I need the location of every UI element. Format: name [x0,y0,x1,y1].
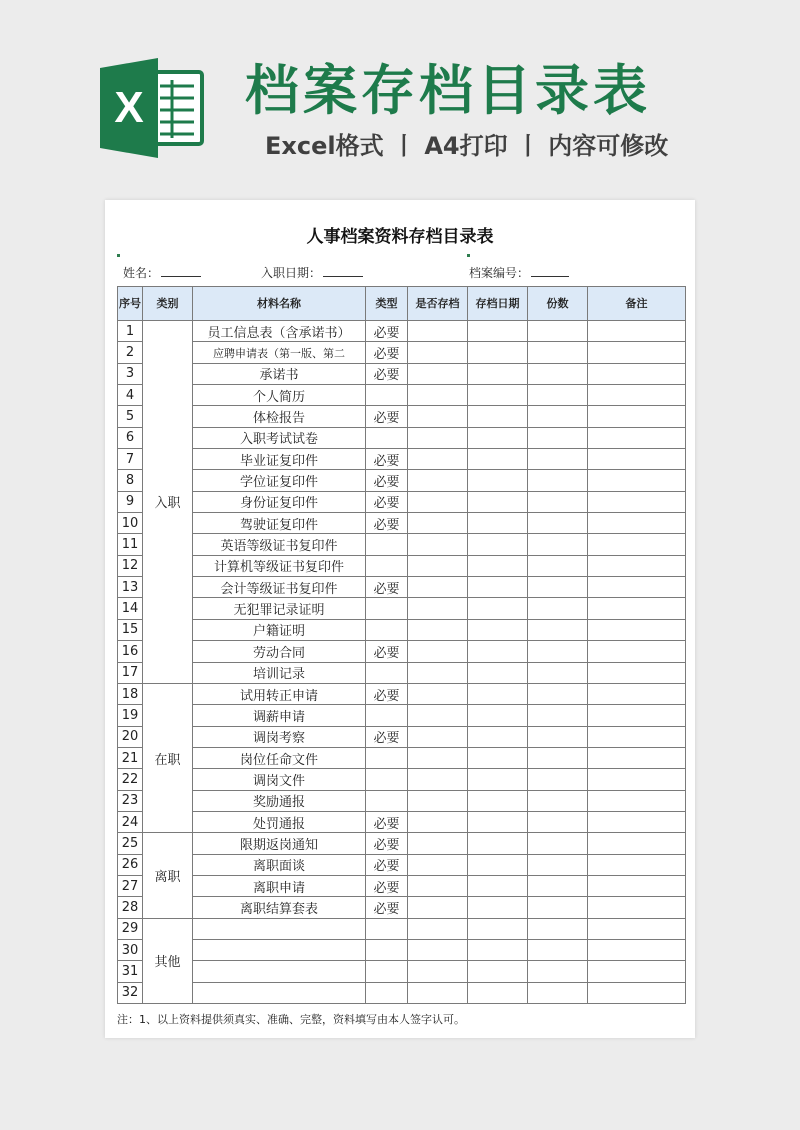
row-number: 20 [118,726,143,747]
name-field[interactable] [123,264,201,281]
material-name-cell[interactable]: 身份证复印件 [193,491,366,512]
archive-date-cell[interactable] [468,982,528,1003]
banner-title: 档案存档目录表 [245,59,651,122]
row-number: 16 [118,641,143,662]
row-number: 31 [118,961,143,982]
type-cell[interactable] [366,939,408,960]
table-row [118,555,686,576]
archived-cell[interactable] [408,662,468,683]
table-row [118,449,686,470]
material-name-cell[interactable]: 个人简历 [193,385,366,406]
type-cell[interactable] [366,598,408,619]
row-number: 29 [118,918,143,939]
archive-date-cell[interactable] [468,854,528,875]
material-name-cell[interactable]: 培训记录 [193,662,366,683]
remarks-cell[interactable] [588,811,686,832]
material-name-cell[interactable]: 毕业证复印件 [193,449,366,470]
material-name-cell[interactable]: 调薪申请 [193,705,366,726]
row-number: 4 [118,385,143,406]
type-cell[interactable] [366,982,408,1003]
table-row [118,406,686,427]
row-number: 2 [118,342,143,363]
header-archive-date: 存档日期 [468,287,528,321]
archive-date-cell[interactable] [468,427,528,448]
archive-date-cell[interactable] [468,875,528,896]
cell-marker [467,254,470,257]
material-name-cell[interactable]: 会计等级证书复印件 [193,577,366,598]
archive-date-cell[interactable] [468,321,528,342]
type-cell[interactable]: 必要 [366,641,408,662]
material-name-cell[interactable]: 户籍证明 [193,619,366,640]
table-row [118,577,686,598]
material-name-cell[interactable]: 劳动合同 [193,641,366,662]
row-number: 7 [118,449,143,470]
type-cell[interactable] [366,619,408,640]
table-row [118,961,686,982]
archive-date-cell[interactable] [468,939,528,960]
row-number: 1 [118,321,143,342]
row-number: 12 [118,555,143,576]
remarks-cell[interactable] [588,875,686,896]
row-number: 9 [118,491,143,512]
copies-cell[interactable] [528,790,588,811]
archive-date-cell[interactable] [468,363,528,384]
type-cell[interactable] [366,427,408,448]
table-row [118,683,686,704]
remarks-cell[interactable] [588,321,686,342]
copies-cell[interactable] [528,662,588,683]
archive-date-cell[interactable] [468,897,528,918]
copies-cell[interactable] [528,747,588,768]
type-cell[interactable]: 必要 [366,726,408,747]
material-name-cell[interactable]: 学位证复印件 [193,470,366,491]
type-cell[interactable]: 必要 [366,854,408,875]
cell-marker [117,254,120,257]
copies-cell[interactable] [528,833,588,854]
material-name-cell[interactable]: 无犯罪记录证明 [193,598,366,619]
remarks-cell[interactable] [588,641,686,662]
copies-cell[interactable] [528,854,588,875]
copies-cell[interactable] [528,577,588,598]
archived-cell[interactable] [408,982,468,1003]
archived-cell[interactable] [408,833,468,854]
copies-cell[interactable] [528,363,588,384]
copies-cell[interactable] [528,918,588,939]
copies-cell[interactable] [528,321,588,342]
archived-cell[interactable] [408,939,468,960]
copies-cell[interactable] [528,385,588,406]
category-cell: 其他 [143,918,193,1003]
category-cell: 在职 [143,683,193,832]
remarks-cell[interactable] [588,534,686,555]
type-cell[interactable]: 必要 [366,491,408,512]
archive-date-cell[interactable] [468,406,528,427]
row-number: 25 [118,833,143,854]
copies-cell[interactable] [528,961,588,982]
type-cell[interactable]: 必要 [366,406,408,427]
type-cell[interactable]: 必要 [366,449,408,470]
copies-cell[interactable] [528,342,588,363]
archived-cell[interactable] [408,726,468,747]
row-number: 14 [118,598,143,619]
remarks-cell[interactable] [588,363,686,384]
remarks-cell[interactable] [588,897,686,918]
archived-cell[interactable] [408,598,468,619]
row-number: 23 [118,790,143,811]
archived-cell[interactable] [408,449,468,470]
sheet-title: 人事档案资料存档目录表 [306,227,494,247]
remarks-cell[interactable] [588,598,686,619]
sheet-paper [105,200,695,1038]
remarks-cell[interactable] [588,726,686,747]
type-cell[interactable]: 必要 [366,833,408,854]
material-name-cell[interactable]: 英语等级证书复印件 [193,534,366,555]
category-cell: 入职 [143,321,193,684]
remarks-cell[interactable] [588,918,686,939]
row-number: 22 [118,769,143,790]
header-copies: 份数 [528,287,588,321]
copies-cell[interactable] [528,726,588,747]
remarks-cell[interactable] [588,790,686,811]
row-number: 24 [118,811,143,832]
archived-cell[interactable] [408,363,468,384]
type-cell[interactable] [366,555,408,576]
table-row [118,790,686,811]
type-cell[interactable]: 必要 [366,875,408,896]
copies-cell[interactable] [528,513,588,534]
remarks-cell[interactable] [588,385,686,406]
table-body [118,321,686,1004]
remarks-cell[interactable] [588,342,686,363]
copies-cell[interactable] [528,470,588,491]
table-row [118,321,686,342]
archive-date-cell[interactable] [468,961,528,982]
copies-cell[interactable] [528,491,588,512]
table-row [118,363,686,384]
material-name-cell[interactable]: 调岗文件 [193,769,366,790]
archived-cell[interactable] [408,854,468,875]
archive-date-cell[interactable] [468,790,528,811]
table-header-row [118,287,686,321]
table-row [118,641,686,662]
material-name-cell[interactable]: 入职考试试卷 [193,427,366,448]
copies-cell[interactable] [528,641,588,662]
archive-date-cell[interactable] [468,833,528,854]
header-archived: 是否存档 [408,287,468,321]
remarks-cell[interactable] [588,769,686,790]
material-name-cell[interactable] [193,939,366,960]
name-label: 姓名： [123,266,160,280]
remarks-cell[interactable] [588,449,686,470]
archived-cell[interactable] [408,790,468,811]
copies-cell[interactable] [528,769,588,790]
material-name-cell[interactable]: 承诺书 [193,363,366,384]
type-cell[interactable]: 必要 [366,811,408,832]
material-name-cell[interactable] [193,982,366,1003]
archived-cell[interactable] [408,491,468,512]
archive-date-cell[interactable] [468,641,528,662]
material-name-cell[interactable]: 试用转正申请 [193,683,366,704]
archive-date-cell[interactable] [468,619,528,640]
table-row [118,705,686,726]
type-cell[interactable] [366,705,408,726]
remarks-cell[interactable] [588,513,686,534]
table-row [118,726,686,747]
archive-date-cell[interactable] [468,534,528,555]
row-number: 28 [118,897,143,918]
table-row [118,747,686,768]
entry-date-field[interactable] [261,264,363,281]
table-row [118,982,686,1003]
remarks-cell[interactable] [588,939,686,960]
remarks-cell[interactable] [588,982,686,1003]
type-cell[interactable]: 必要 [366,363,408,384]
material-name-cell[interactable]: 离职面谈 [193,854,366,875]
copies-cell[interactable] [528,939,588,960]
archived-cell[interactable] [408,321,468,342]
archive-date-cell[interactable] [468,385,528,406]
row-number: 3 [118,363,143,384]
archive-date-cell[interactable] [468,513,528,534]
table-row [118,811,686,832]
remarks-cell[interactable] [588,833,686,854]
table-row [118,534,686,555]
material-name-cell[interactable] [193,918,366,939]
type-cell[interactable]: 必要 [366,897,408,918]
type-cell[interactable] [366,918,408,939]
type-cell[interactable]: 必要 [366,577,408,598]
row-number: 18 [118,683,143,704]
row-number: 17 [118,662,143,683]
header-remarks: 备注 [588,287,686,321]
copies-cell[interactable] [528,598,588,619]
row-number: 26 [118,854,143,875]
row-number: 8 [118,470,143,491]
remarks-cell[interactable] [588,662,686,683]
remarks-cell[interactable] [588,747,686,768]
row-number: 27 [118,875,143,896]
archive-date-cell[interactable] [468,811,528,832]
material-name-cell[interactable]: 奖励通报 [193,790,366,811]
copies-cell[interactable] [528,427,588,448]
copies-cell[interactable] [528,449,588,470]
copies-cell[interactable] [528,406,588,427]
archive-date-cell[interactable] [468,662,528,683]
remarks-cell[interactable] [588,470,686,491]
type-cell[interactable]: 必要 [366,513,408,534]
remarks-cell[interactable] [588,683,686,704]
table-row [118,385,686,406]
archived-cell[interactable] [408,897,468,918]
type-cell[interactable] [366,961,408,982]
archived-cell[interactable] [408,747,468,768]
material-name-cell[interactable]: 体检报告 [193,406,366,427]
table-row [118,939,686,960]
table-row [118,833,686,854]
row-number: 13 [118,577,143,598]
archived-cell[interactable] [408,427,468,448]
archive-date-cell[interactable] [468,342,528,363]
material-name-cell[interactable] [193,961,366,982]
table-row [118,491,686,512]
type-cell[interactable] [366,790,408,811]
type-cell[interactable] [366,769,408,790]
archive-date-cell[interactable] [468,577,528,598]
copies-cell[interactable] [528,897,588,918]
archived-cell[interactable] [408,961,468,982]
banner-subtitle: Excel格式 丨 A4打印 丨 内容可修改 [265,132,669,160]
copies-cell[interactable] [528,875,588,896]
material-name-cell[interactable]: 岗位任命文件 [193,747,366,768]
archive-date-cell[interactable] [468,705,528,726]
excel-logo-letter: X [114,83,144,132]
row-number: 15 [118,619,143,640]
footnote: 注：1、以上资料提供须真实、准确、完整，资料填写由本人签字认可。 [117,1013,465,1026]
name-blank[interactable] [161,266,201,277]
remarks-cell[interactable] [588,491,686,512]
archive-date-cell[interactable] [468,769,528,790]
type-cell[interactable] [366,747,408,768]
archived-cell[interactable] [408,470,468,491]
type-cell[interactable]: 必要 [366,683,408,704]
archive-date-cell[interactable] [468,491,528,512]
table-row [118,427,686,448]
archive-date-cell[interactable] [468,726,528,747]
archive-date-cell[interactable] [468,683,528,704]
archived-cell[interactable] [408,577,468,598]
archived-cell[interactable] [408,641,468,662]
material-name-cell[interactable]: 应聘申请表（第一版、第二 [193,342,366,363]
remarks-cell[interactable] [588,555,686,576]
table-row [118,342,686,363]
type-cell[interactable] [366,662,408,683]
material-name-cell[interactable]: 员工信息表（含承诺书） [193,321,366,342]
archive-date-cell[interactable] [468,449,528,470]
archived-cell[interactable] [408,705,468,726]
table-row [118,470,686,491]
row-number: 6 [118,427,143,448]
archive-no-field[interactable] [469,264,569,281]
table-row [118,662,686,683]
material-name-cell[interactable]: 离职申请 [193,875,366,896]
archive-date-cell[interactable] [468,598,528,619]
type-cell[interactable]: 必要 [366,342,408,363]
copies-cell[interactable] [528,811,588,832]
material-name-cell[interactable]: 限期返岗通知 [193,833,366,854]
archived-cell[interactable] [408,683,468,704]
copies-cell[interactable] [528,683,588,704]
copies-cell[interactable] [528,619,588,640]
archived-cell[interactable] [408,555,468,576]
material-name-cell[interactable]: 调岗考察 [193,726,366,747]
excel-logo-icon [100,58,206,158]
table-row [118,875,686,896]
table-row [118,619,686,640]
archive-date-cell[interactable] [468,918,528,939]
row-number: 30 [118,939,143,960]
type-cell[interactable] [366,534,408,555]
copies-cell[interactable] [528,555,588,576]
archived-cell[interactable] [408,406,468,427]
archive-date-cell[interactable] [468,470,528,491]
banner [0,0,800,190]
header-no: 序号 [118,287,143,321]
entry-date-blank[interactable] [323,266,363,277]
archived-cell[interactable] [408,342,468,363]
category-cell: 离职 [143,833,193,918]
row-number: 10 [118,513,143,534]
archived-cell[interactable] [408,534,468,555]
archived-cell[interactable] [408,875,468,896]
archived-cell[interactable] [408,385,468,406]
table-row [118,513,686,534]
material-name-cell[interactable]: 离职结算套表 [193,897,366,918]
table-row [118,854,686,875]
material-name-cell[interactable]: 驾驶证复印件 [193,513,366,534]
table-row [118,897,686,918]
archived-cell[interactable] [408,513,468,534]
remarks-cell[interactable] [588,854,686,875]
archived-cell[interactable] [408,811,468,832]
copies-cell[interactable] [528,982,588,1003]
material-name-cell[interactable]: 处罚通报 [193,811,366,832]
remarks-cell[interactable] [588,577,686,598]
copies-cell[interactable] [528,534,588,555]
type-cell[interactable]: 必要 [366,470,408,491]
row-number: 32 [118,982,143,1003]
remarks-cell[interactable] [588,619,686,640]
entry-date-label: 入职日期： [261,266,322,280]
row-number: 19 [118,705,143,726]
archive-date-cell[interactable] [468,747,528,768]
archive-no-blank[interactable] [531,266,569,277]
remarks-cell[interactable] [588,427,686,448]
table-row [118,769,686,790]
header-type: 类型 [366,287,408,321]
remarks-cell[interactable] [588,705,686,726]
archived-cell[interactable] [408,769,468,790]
remarks-cell[interactable] [588,406,686,427]
header-material-name: 材料名称 [193,287,366,321]
table-row [118,918,686,939]
archive-date-cell[interactable] [468,555,528,576]
archived-cell[interactable] [408,918,468,939]
header-category: 类别 [143,287,193,321]
remarks-cell[interactable] [588,961,686,982]
material-name-cell[interactable]: 计算机等级证书复印件 [193,555,366,576]
row-number: 5 [118,406,143,427]
archive-table [117,286,686,1004]
archive-no-label: 档案编号： [469,266,530,280]
row-number: 21 [118,747,143,768]
type-cell[interactable] [366,385,408,406]
table-row [118,598,686,619]
archived-cell[interactable] [408,619,468,640]
row-number: 11 [118,534,143,555]
copies-cell[interactable] [528,705,588,726]
type-cell[interactable]: 必要 [366,321,408,342]
